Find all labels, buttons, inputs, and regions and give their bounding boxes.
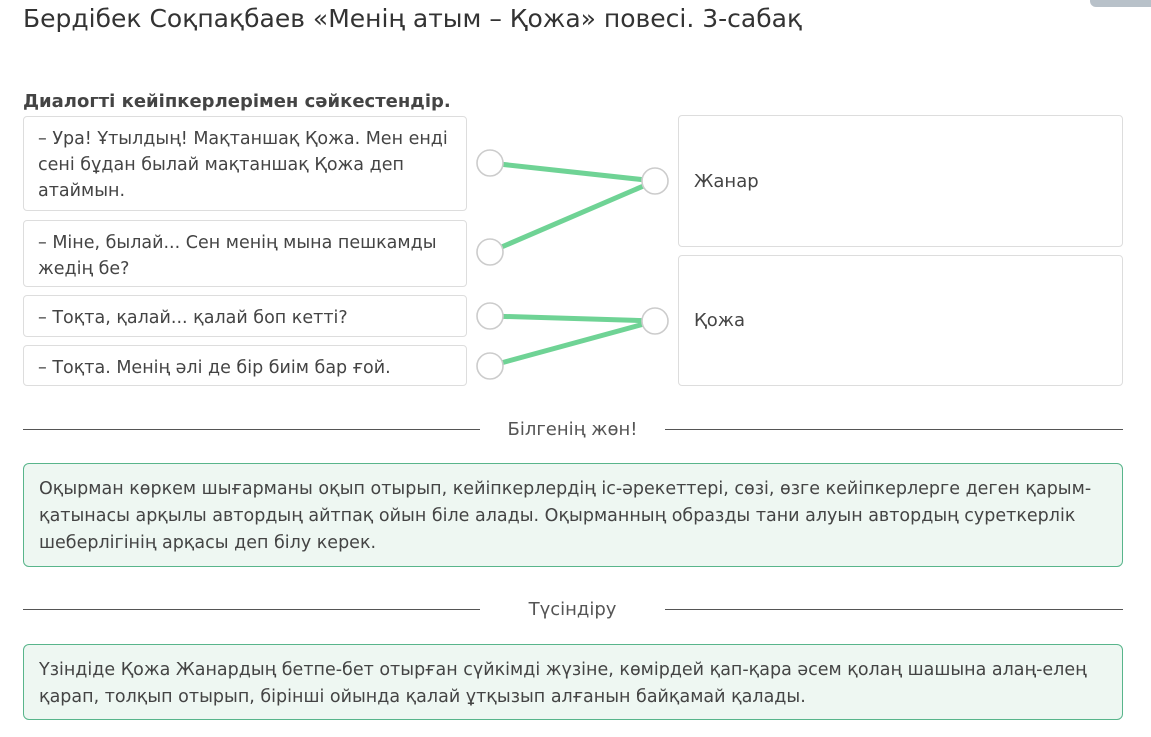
- connection-line-4: [490, 321, 655, 366]
- know-section-divider: [23, 418, 1123, 442]
- dialogue-connector-dot-2[interactable]: [477, 239, 503, 265]
- divider-line-right: [665, 609, 1123, 610]
- dialogue-connector-dot-1[interactable]: [477, 150, 503, 176]
- connection-line-2: [490, 181, 655, 252]
- character-connector-dot-kozha[interactable]: [642, 308, 668, 334]
- connection-line-1: [490, 163, 655, 181]
- page-title: Бердібек Соқпақбаев «Менің атым – Қожа» повесі. 3-сабақ: [23, 4, 803, 33]
- character-card-kozha[interactable]: Қожа: [678, 255, 1123, 386]
- dialogue-connector-dot-4[interactable]: [477, 353, 503, 379]
- task-instruction: Диалогті кейіпкерлерімен сәйкестендір.: [23, 91, 451, 112]
- know-section-heading: Білгенің жөн!: [507, 419, 638, 440]
- divider-line-left: [23, 609, 480, 610]
- character-connector-dot-zhanar[interactable]: [642, 168, 668, 194]
- explain-section-heading: Түсіндіру: [528, 599, 617, 620]
- divider-line-right: [665, 429, 1123, 430]
- dialogue-card-2[interactable]: – Міне, былай... Сен менің мына пешкамды жедің бе?: [23, 220, 467, 287]
- explain-section-divider: [23, 598, 1123, 622]
- dialogue-card-3[interactable]: – Тоқта, қалай... қалай боп кетті?: [23, 295, 467, 337]
- divider-line-left: [23, 429, 480, 430]
- character-card-zhanar[interactable]: Жанар: [678, 115, 1123, 247]
- know-section-box: Оқырман көркем шығарманы оқып отырып, кейіпкерлердің іс-әрекеттері, сөзі, өзге кейіпкерлерге деген қарым-қатынасы арқылы автордың айтпақ ойын біле алады. Оқырманның образды тани алуын автордың суреткерлік шеберлігінің арқасы деп білу керек.: [23, 463, 1123, 567]
- dialogue-card-4[interactable]: – Тоқта. Менің әлі де бір биім бар ғой.: [23, 345, 467, 386]
- dialogue-card-1[interactable]: – Ура! Ұтылдың! Мақтаншақ Қожа. Мен енді сені бұдан былай мақтаншақ Қожа деп атаймын.: [23, 116, 467, 211]
- explain-section-box: Үзіндіде Қожа Жанардың бетпе-бет отырған сүйкімді жүзіне, көмірдей қап-қара әсем қолаң шашына алаң-елең қарап, толқып отырып, бірінші ойында қалай ұтқызып алғанын байқамай қалады.: [23, 644, 1123, 720]
- connection-line-3: [490, 316, 655, 321]
- dialogue-connector-dot-3[interactable]: [477, 303, 503, 329]
